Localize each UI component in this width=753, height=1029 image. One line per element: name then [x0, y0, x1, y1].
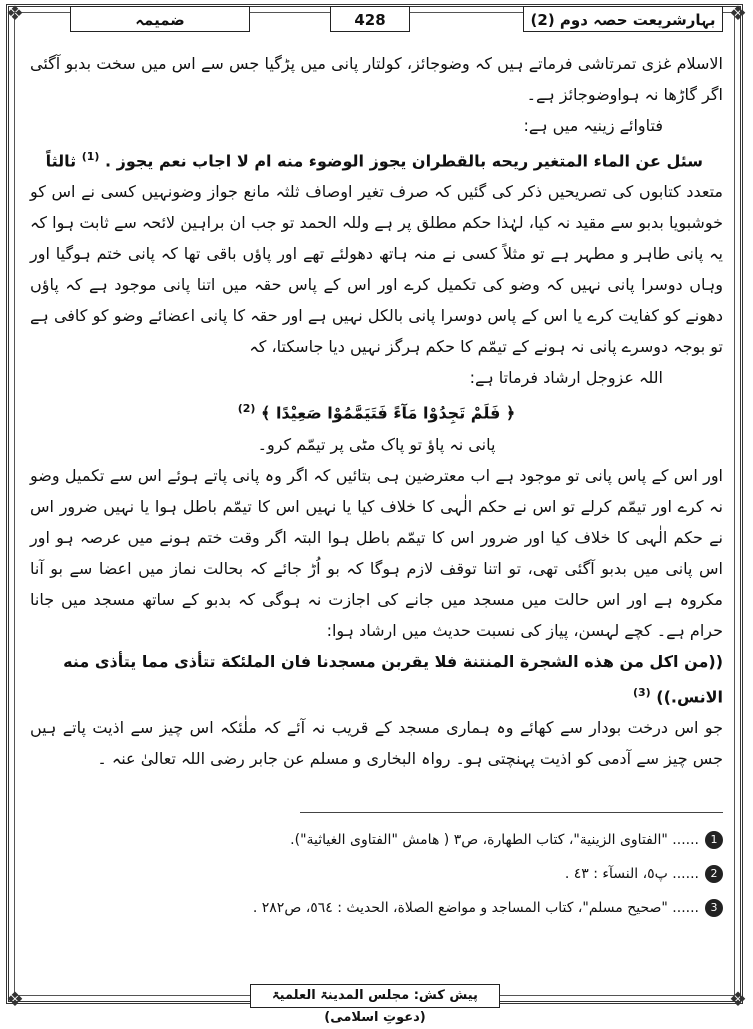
paragraph: اللہ عزوجل ارشاد فرماتا ہے:	[469, 368, 663, 388]
quran-verse	[30, 393, 723, 428]
corner-ornament-icon: ❖	[6, 1, 24, 25]
footnote-ref: (2)	[237, 402, 256, 416]
book-title: بہارشریعت حصہ دوم (2)	[523, 6, 723, 32]
arabic-quote	[30, 141, 723, 176]
paragraph: الاسلام غزی تمرتاشی فرماتے ہیں کہ وضوجائز، کولتار پانی میں پڑگیا جس سے اس میں سخت بدبو آگئی اگر گاڑھا نہ ہواوضوجائز ہے۔	[30, 54, 723, 104]
page-number: 428	[330, 6, 410, 32]
footnote	[200, 830, 723, 850]
paragraph: جو اس درخت بودار سے کھائے وہ ہماری مسجد کے قریب نہ آئے کہ ملٰئکہ اس چیز سے اذیت پاتے ہیں جس چیز سے آدمی کو اذیت پہنچتی ہو۔ رواہ البخاری و مسلم عن جابر رضی اللہ تعالیٰ عنہ ۔	[30, 717, 723, 768]
corner-ornament-icon: ❖	[6, 987, 24, 1011]
footnote-ref: (1)	[81, 150, 100, 163]
main-text	[30, 48, 723, 774]
footnote	[200, 864, 723, 884]
corner-ornament-icon: ❖	[729, 987, 747, 1011]
footnote	[200, 898, 723, 918]
footnote-text: ...... "صحيح مسلم"، كتاب المساجد و مواضع الصلاة، الحديث : ٥٦٤، ص٢٨٢ .	[252, 900, 699, 916]
hadith-quote	[30, 646, 723, 712]
verse-translation: پانی نہ پاؤ تو پاک مٹی پر تیمّم کرو۔	[257, 434, 496, 454]
footnote-text: ...... پ٥، النسآء : ٤٣ .	[564, 866, 699, 882]
footnote-number: 2	[705, 865, 723, 883]
verse-text: ﴿ فَلَمْ تَجِدُوْا مَآءً فَتَيَمَّمُوْا صَعِيْدًا ﴾	[261, 403, 516, 423]
footnote-ref: (3)	[632, 685, 651, 699]
hadith-text: ((من اكل من هذه الشجرة المنتنة فلا يقربن مسجدنا فان الملئكة تتأذى مما يتأذى منه الانس.))	[63, 651, 723, 706]
paragraph: متعدد کتابوں کی تصریحیں ذکر کی گئیں کہ صرف تغیر اوصاف ثلثہ مانع جواز وضونہیں کسی نے اس کو خوشبویا بدبو سے مقید نہ کیا، لہٰذا حکم مطلق پر ہے وللہ الحمد تو جب ان براہین لائحہ سے ثابت ہوا کہ یہ پانی طاہر و مطہر ہے تو مثلاً کسی نے منہ ہاتھ دھولئے تھے اور پاؤں باقی تھا کہ پانی ختم ہوگیا اور وہاں دوسرا پانی نہیں کہ وضو کی تکمیل کرے اور اس کے پاس حقہ میں اتنا پانی موجود ہے کہ پاؤں دھونے کو کفایت کرے یا اس کے پاس دوسرا پانی بالکل نہیں ہے اور حقہ کا پانی اعضائے وضو کو کافی ہے تو بوجہ دوسرے پانی نہ ہونے کے تیمّم کا حکم ہرگز نہیں دیا جاسکتا، کہ	[30, 182, 723, 357]
footnote-divider	[300, 812, 723, 813]
paragraph: فتاوائے زینیہ میں ہے:	[523, 116, 663, 135]
arabic-text: سئل عن الماء المتغير ريحه بالقطران يجوز الوضوء منه ام لا اجاب نعم يجوز .	[105, 151, 703, 171]
page-header	[30, 6, 723, 34]
footnote-number: 1	[705, 831, 723, 849]
ordinal-label: ثالثاً	[45, 151, 77, 171]
corner-ornament-icon: ❖	[729, 1, 747, 25]
section-title: ضمیمہ	[70, 6, 250, 32]
publisher-footer: پیش کش: مجلس المدینۃ العلمیۃ (دعوتِ اسلامی)	[250, 984, 500, 1008]
footnote-text: ...... "الفتاوى الزينية"، كتاب الطهارة، ص٣ ( هامش "الفتاوى الغياثية").	[290, 832, 699, 848]
footnote-number: 3	[705, 899, 723, 917]
paragraph: اور اس کے پاس پانی تو موجود ہے اب معترضین ہی بتائیں کہ اگر وہ پانی پاتے ہوئے اس سے تکمیل وضو نہ کرے اور تیمّم کرلے تو اس نے حکم الٰہی کا خلاف کیا یا نہیں اس کا تیمّم باطل ہوا یا نہیں ضرور اس نے حکم الٰہی کا خلاف کیا اور ضرور اس کا تیمّم باطل ہوا البتہ اگر وقت ختم ہونے میں عرصہ ہو اور اس پانی میں بدبو آگئی تھی، تو اتنا توقف لازم ہوگا کہ بو اُڑ جائے کہ بحالت نماز میں اعضا سے بو آنا مکروہ ہے اور اس حالت میں مسجد میں جانے کی اجازت نہ ہوگی کہ بدبو کے ساتھ مسجد میں جانا حرام ہے۔ کچے لہسن، پیاز کی نسبت حدیث میں ارشاد ہوا:	[30, 465, 723, 640]
